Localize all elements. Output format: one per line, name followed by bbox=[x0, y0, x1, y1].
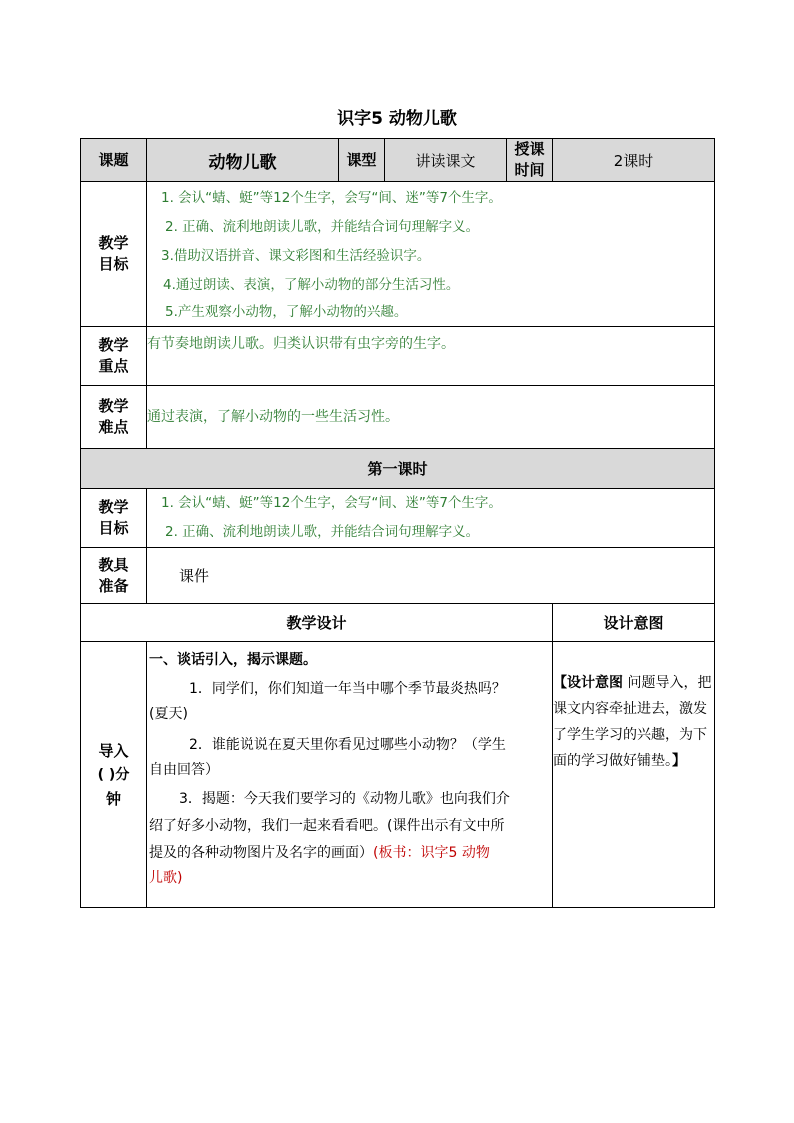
first-lesson-goals-row bbox=[81, 489, 715, 548]
intro-intent bbox=[553, 642, 715, 908]
board-note: (板书：识字5 动物 bbox=[373, 845, 490, 861]
board-note-cont: 儿歌) bbox=[149, 870, 183, 886]
goal-item: 1. 会认“蜻、蜓”等12个生字，会写“间、迷”等7个生字。 bbox=[161, 190, 502, 206]
intro-step-1-answer: (夏天) bbox=[149, 706, 188, 722]
first-lesson-heading: 第一课时 bbox=[81, 449, 715, 489]
document-title: 识字5 动物儿歌 bbox=[337, 109, 457, 129]
first-lesson-goals-list bbox=[147, 489, 715, 548]
goal-item: 2. 正确、流利地朗读儿歌，并能结合词句理解字义。 bbox=[165, 524, 480, 540]
intro-step-2: 2．谁能说说在夏天里你看见过哪些小动物？（学生 bbox=[189, 737, 506, 753]
intro-heading: 一、谈话引入，揭示课题。 bbox=[149, 652, 317, 668]
intro-step-1: 1．同学们，你们知道一年当中哪个季节最炎热吗？ bbox=[189, 681, 506, 697]
goal-item: 3.借助汉语拼音、课文彩图和生活经验识字。 bbox=[161, 248, 431, 264]
lesson-plan-table bbox=[80, 138, 715, 908]
teaching-tools-label: 教具 准备 bbox=[81, 548, 147, 604]
intro-step-2-cont: 自由回答） bbox=[149, 762, 219, 778]
teaching-goals-list bbox=[147, 182, 715, 327]
goal-item: 4.通过朗读、表演，了解小动物的部分生活习性。 bbox=[163, 277, 460, 293]
first-lesson-goals-label: 教学 目标 bbox=[81, 489, 147, 548]
intro-label: 导入 ( )分 钟 bbox=[81, 642, 147, 908]
intro-step-3-cont: 绍了好多小动物，我们一起来看看吧。(课件出示有文中所 bbox=[149, 818, 505, 834]
type-label: 课型 bbox=[339, 139, 385, 182]
key-points-row bbox=[81, 327, 715, 386]
time-label: 授课 时间 bbox=[507, 139, 553, 182]
teaching-tools-value: 课件 bbox=[147, 548, 715, 604]
intro-row bbox=[81, 642, 715, 908]
intent-heading: 【设计意图 bbox=[553, 675, 623, 691]
topic-value: 动物儿歌 bbox=[147, 139, 339, 182]
first-lesson-heading-row bbox=[81, 449, 715, 489]
goal-item: 2. 正确、流利地朗读儿歌，并能结合词句理解字义。 bbox=[165, 219, 480, 235]
intro-step-3-cont-2: 提及的各种动物图片及名字的画面）(板书：识字5 动物 bbox=[149, 845, 490, 861]
key-points-text: 有节奏地朗读儿歌。归类认识带有虫字旁的生字。 bbox=[147, 327, 715, 386]
difficulties-text: 通过表演，了解小动物的一些生活习性。 bbox=[147, 386, 715, 449]
goal-item: 5.产生观察小动物，了解小动物的兴趣。 bbox=[165, 304, 408, 320]
intent-text: 问题导入，把课文内容牵扯进去，激发了学生学习的兴趣，为下面的学习做好铺垫。 bbox=[553, 675, 712, 769]
topic-label: 课题 bbox=[81, 139, 147, 182]
teaching-goals-label: 教学 目标 bbox=[81, 182, 147, 327]
intent-close: 】 bbox=[672, 753, 686, 769]
intent-header: 设计意图 bbox=[553, 604, 715, 642]
design-header-row bbox=[81, 604, 715, 642]
difficulties-label: 教学 难点 bbox=[81, 386, 147, 449]
key-points-label: 教学 重点 bbox=[81, 327, 147, 386]
header-row bbox=[81, 139, 715, 182]
difficulties-row bbox=[81, 386, 715, 449]
teaching-tools-row bbox=[81, 548, 715, 604]
time-value: 2课时 bbox=[553, 139, 715, 182]
type-value: 讲读课文 bbox=[385, 139, 507, 182]
teaching-goals-row bbox=[81, 182, 715, 327]
intro-step-3: 3．揭题：今天我们要学习的《动物儿歌》也向我们介 bbox=[179, 791, 510, 807]
design-header: 教学设计 bbox=[81, 604, 553, 642]
goal-item: 1. 会认“蜻、蜓”等12个生字，会写“间、迷”等7个生字。 bbox=[161, 495, 502, 511]
intro-content bbox=[147, 642, 553, 908]
